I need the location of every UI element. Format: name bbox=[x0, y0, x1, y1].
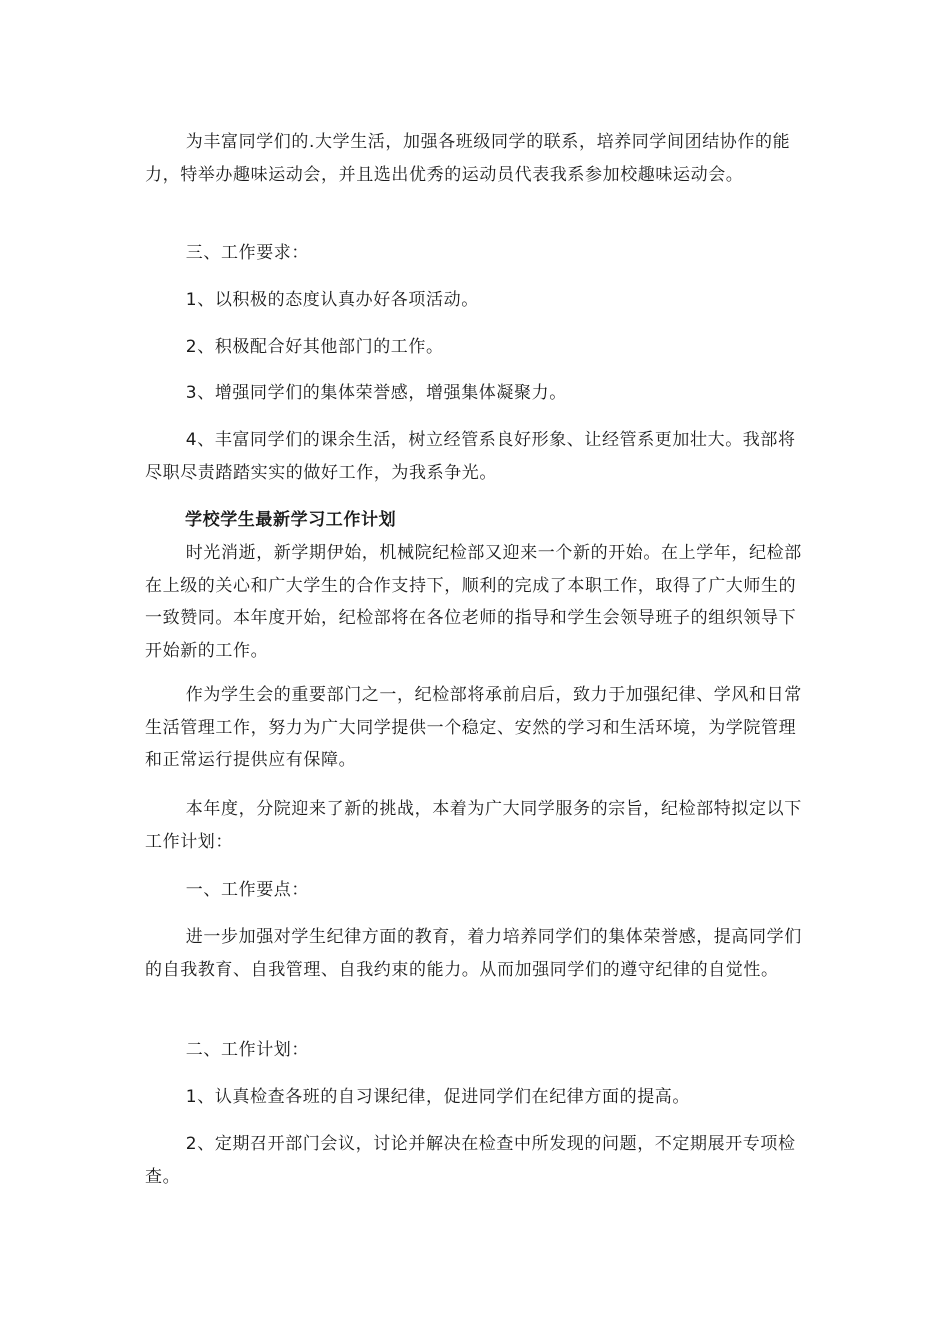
paragraph-intro: 为丰富同学们的.大学生活，加强各班级同学的联系，培养同学间团结协作的能力，特举办趣味运动会，并且选出优秀的运动员代表我系参加校趣味运动会。 bbox=[145, 132, 791, 185]
paragraph-requirement-4: 4、丰富同学们的课余生活，树立经管系良好形象、让经管系更加壮大。我部将尽职尽责踏踏实实的做好工作，为我系争光。 bbox=[145, 430, 796, 483]
paragraph-work-plan-heading: 二、工作计划： bbox=[185, 1040, 309, 1060]
section-title: 学校学生最新学习工作计划 bbox=[185, 510, 397, 530]
paragraph-plan-1: 1、认真检查各班的自习课纪律，促进同学们在纪律方面的提高。 bbox=[185, 1087, 691, 1107]
paragraph-plan-intro: 本年度，分院迎来了新的挑战，本着为广大同学服务的宗旨，纪检部特拟定以下工作计划： bbox=[145, 799, 802, 852]
paragraph-plan-2: 2、定期召开部门会议，讨论并解决在检查中所发现的问题，不定期展开专项检查。 bbox=[145, 1134, 796, 1187]
paragraph-requirement-3: 3、增强同学们的集体荣誉感，增强集体凝聚力。 bbox=[185, 383, 567, 403]
paragraph-role: 作为学生会的重要部门之一，纪检部将承前启后，致力于加强纪律、学风和日常生活管理工作，努力为广大同学提供一个稳定、安然的学习和生活环境，为学院管理和正常运行提供应有保障。 bbox=[145, 685, 802, 770]
paragraph-requirements-heading: 三、工作要求： bbox=[185, 243, 309, 263]
paragraph-requirement-2: 2、积极配合好其他部门的工作。 bbox=[185, 337, 444, 357]
paragraph-opening: 时光消逝，新学期伊始，机械院纪检部又迎来一个新的开始。在上学年，纪检部在上级的关心和广大学生的合作支持下，顺利的完成了本职工作，取得了广大师生的一致赞同。本年度开始，纪检部将在各位老师的指导和学生会领导班子的组织领导下开始新的工作。 bbox=[145, 543, 802, 661]
paragraph-key-points-heading: 一、工作要点： bbox=[185, 880, 309, 900]
paragraph-requirement-1: 1、以积极的态度认真办好各项活动。 bbox=[185, 290, 479, 310]
paragraph-key-points: 进一步加强对学生纪律方面的教育，着力培养同学们的集体荣誉感，提高同学们的自我教育、自我管理、自我约束的能力。从而加强同学们的遵守纪律的自觉性。 bbox=[145, 927, 802, 980]
